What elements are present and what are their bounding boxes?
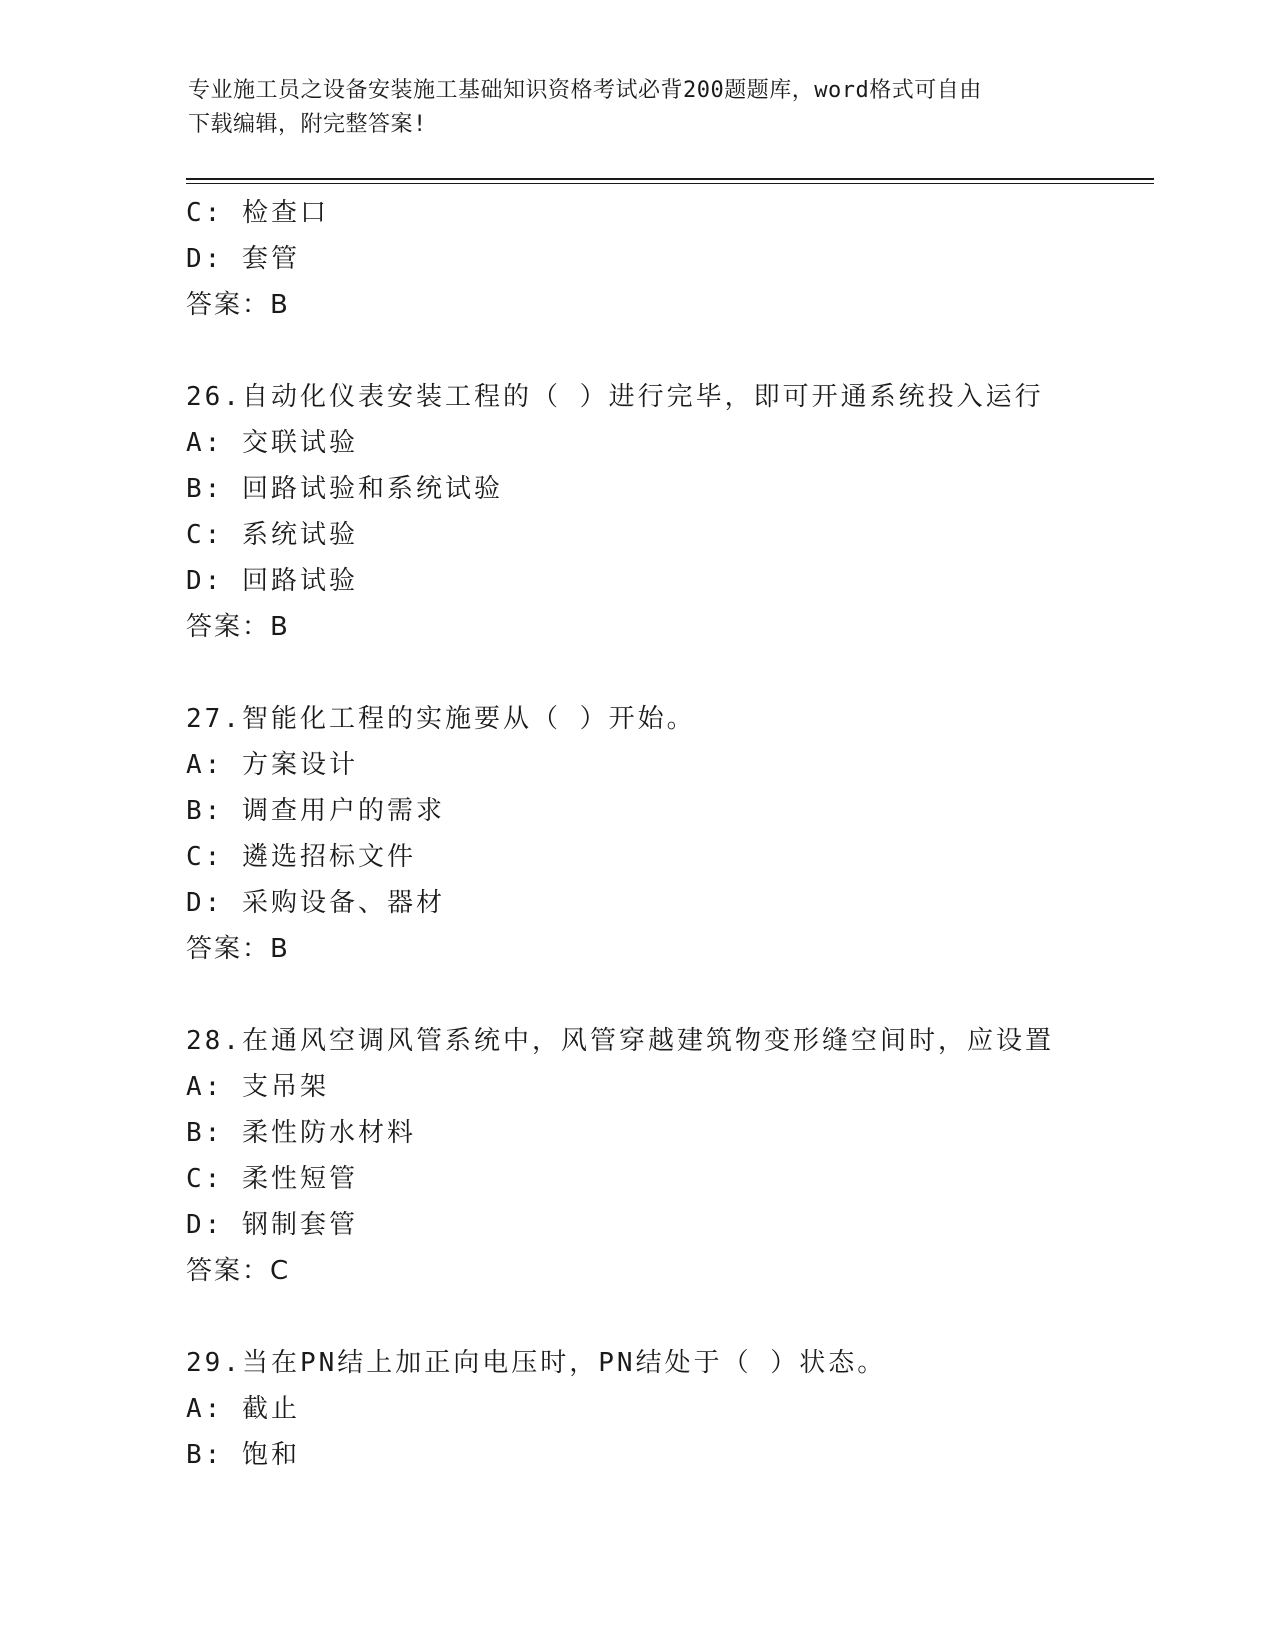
question-stem: 29.当在PN结上加正向电压时，PN结处于（ ）状态。: [186, 1348, 887, 1378]
option-c: C: 遴选招标文件: [186, 842, 416, 872]
header-line-1: 专业施工员之设备安装施工基础知识资格考试必背200题题库，word格式可自由: [188, 78, 982, 103]
option-d: D: 钢制套管: [186, 1210, 358, 1240]
header-divider-thin: [186, 183, 1154, 184]
answer: 答案：B: [186, 934, 290, 964]
answer: 答案：B: [186, 612, 290, 642]
question-stem: 28.在通风空调风管系统中，风管穿越建筑物变形缝空间时，应设置: [186, 1026, 1054, 1056]
option-b: B: 饱和: [186, 1440, 300, 1470]
question-list: [186, 190, 1154, 1478]
answer: 答案：C: [186, 1256, 291, 1286]
option-a: A: 方案设计: [186, 750, 358, 780]
option-a: A: 截止: [186, 1394, 300, 1424]
question-stem: 26.自动化仪表安装工程的（ ）进行完毕，即可开通系统投入运行: [186, 382, 1044, 412]
option-b: B: 调查用户的需求: [186, 796, 445, 826]
header-line-2: 下载编辑，附完整答案!: [188, 112, 427, 137]
answer: 答案：B: [186, 290, 290, 320]
question-stem: 27.智能化工程的实施要从（ ）开始。: [186, 704, 696, 734]
option-a: A: 支吊架: [186, 1072, 329, 1102]
page-header: [188, 74, 1088, 142]
question-28: [186, 1018, 1154, 1294]
question-29: [186, 1340, 1154, 1478]
option-d: D: 套管: [186, 244, 300, 274]
option-c: C: 系统试验: [186, 520, 358, 550]
option-b: B: 回路试验和系统试验: [186, 474, 503, 504]
spacer: [186, 328, 1154, 374]
option-c: C: 柔性短管: [186, 1164, 358, 1194]
spacer: [186, 650, 1154, 696]
option-b: B: 柔性防水材料: [186, 1118, 416, 1148]
option-c: C: 检查口: [186, 198, 329, 228]
carryover-question: [186, 190, 1154, 328]
option-d: D: 采购设备、器材: [186, 888, 445, 918]
option-d: D: 回路试验: [186, 566, 358, 596]
spacer: [186, 972, 1154, 1018]
question-26: [186, 374, 1154, 650]
spacer: [186, 1294, 1154, 1340]
option-a: A: 交联试验: [186, 428, 358, 458]
header-divider-thick: [186, 178, 1154, 180]
question-27: [186, 696, 1154, 972]
